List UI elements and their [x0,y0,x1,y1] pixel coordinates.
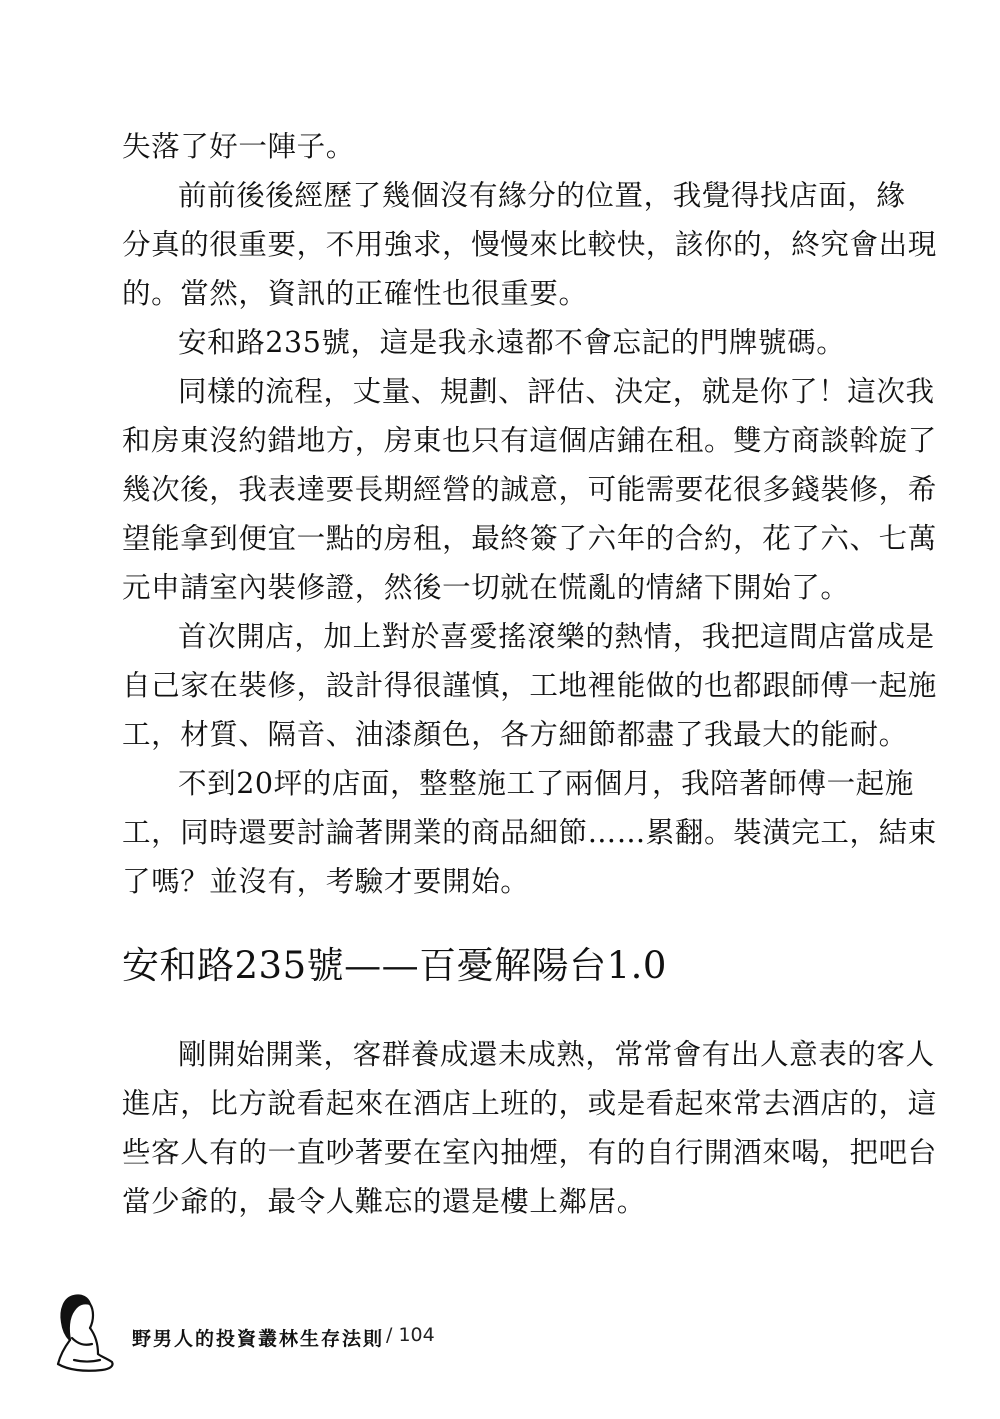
page-number: / 104 [386,1324,435,1346]
text-line: 元申請室內裝修證，然後一切就在慌亂的情緒下開始了。 [122,571,850,604]
text-line: 幾次後，我表達要長期經營的誠意，可能需要花很多錢裝修，希 [122,473,937,506]
text-line: 望能拿到便宜一點的房租，最終簽了六年的合約，花了六、七萬 [122,522,937,555]
text-line: 了嗎？並沒有，考驗才要開始。 [122,865,530,898]
paragraph [122,318,867,367]
text-line: 前前後後經歷了幾個沒有緣分的位置，我覺得找店面，緣 [178,179,906,212]
text-line: 工，材質、隔音、油漆顏色，各方細節都盡了我最大的能耐。 [122,718,908,751]
text-line: 工，同時還要討論著開業的商品細節……累翻。裝潢完工，結束 [122,816,937,849]
body-text-section-1 [122,122,937,906]
paragraph [122,367,937,612]
page-footer [44,1290,544,1380]
text-line: 進店，比方說看起來在酒店上班的，或是看起來常去酒店的，這 [122,1087,937,1120]
sitting-figure-icon [44,1290,122,1376]
paragraph [122,612,937,759]
text-line: 些客人有的一直吵著要在室內抽煙，有的自行開酒來喝，把吧台 [122,1136,937,1169]
body-text-section-2 [122,1030,937,1226]
text-line: 同樣的流程，丈量、規劃、評估、決定，就是你了！這次我 [178,375,935,408]
text-line: 的。當然，資訊的正確性也很重要。 [122,277,588,310]
text-line: 安和路235號，這是我永遠都不會忘記的門牌號碼。 [178,326,846,359]
text-line: 失落了好一陣子。 [122,130,355,163]
text-line: 首次開店，加上對於喜愛搖滾樂的熱情，我把這間店當成是 [178,620,935,653]
paragraph [122,171,937,318]
section-heading: 安和路235號——百憂解陽台1.0 [122,944,667,987]
text-line: 不到20坪的店面，整整施工了兩個月，我陪著師傅一起施 [178,767,914,800]
text-line: 剛開始開業，客群養成還未成熟，常常會有出人意表的客人 [178,1038,935,1071]
paragraph [122,1030,937,1226]
paragraph [122,759,937,906]
paragraph [122,122,867,171]
text-line: 分真的很重要，不用強求，慢慢來比較快，該你的，終究會出現 [122,228,937,261]
book-title: 野男人的投資叢林生存法則 [132,1328,385,1350]
text-line: 當少爺的，最令人難忘的還是樓上鄰居。 [122,1185,646,1218]
text-line: 自己家在裝修，設計得很謹慎，工地裡能做的也都跟師傅一起施 [122,669,937,702]
text-line: 和房東沒約錯地方，房東也只有這個店鋪在租。雙方商談斡旋了 [122,424,937,457]
